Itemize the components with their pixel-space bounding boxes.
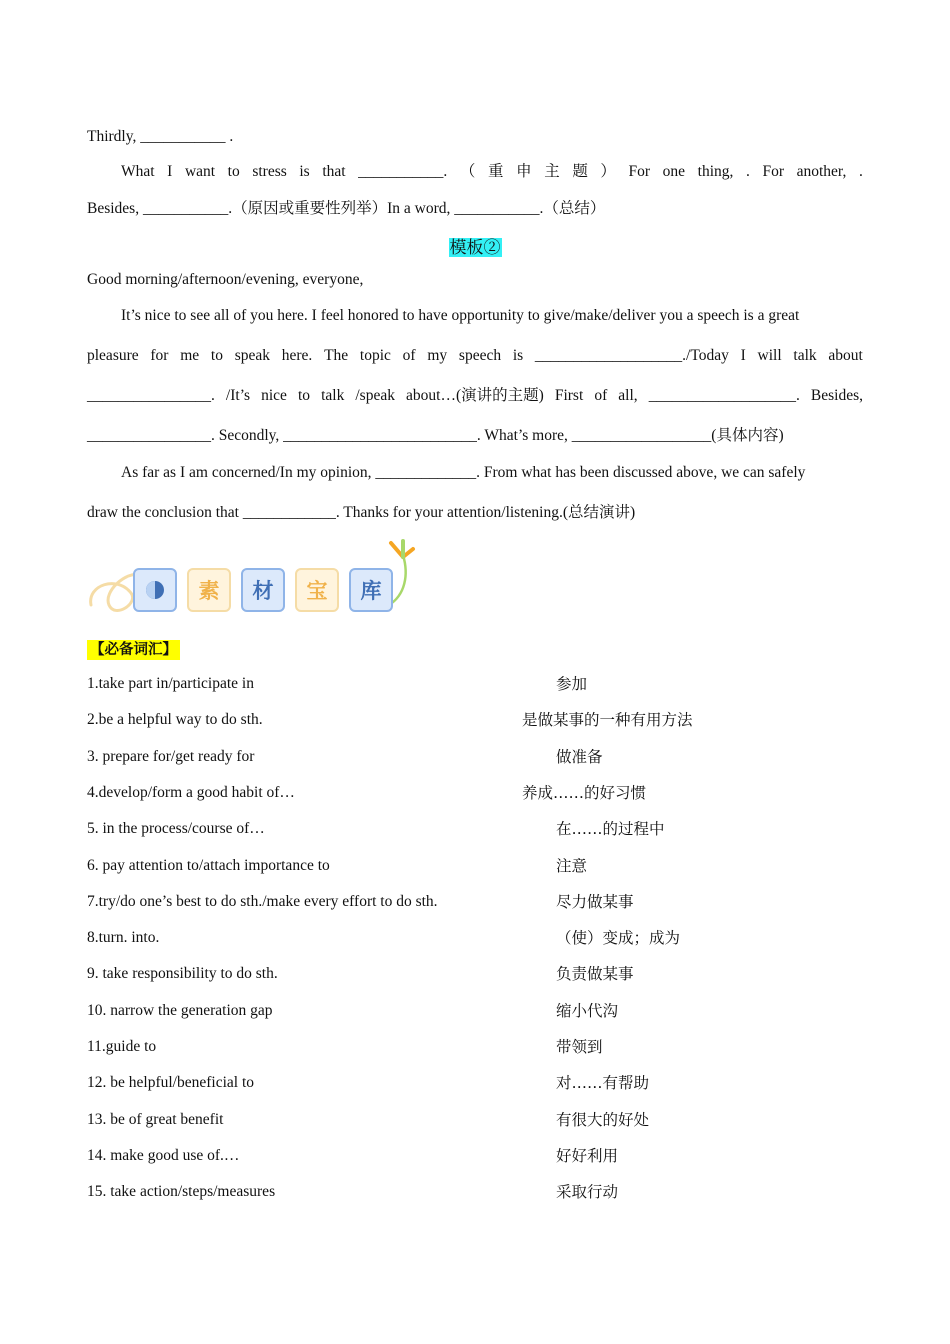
banner-tile-1: 素: [187, 568, 231, 612]
stress-line-word: （: [459, 163, 476, 180]
para1-line2-word: I: [740, 347, 746, 364]
stress-line-word: For: [762, 163, 785, 180]
para1-line3-word: to: [297, 387, 311, 404]
stress-line-word: want: [184, 163, 216, 180]
para1-line3-word: Besides,: [810, 387, 863, 404]
stress-line-word: that: [322, 163, 346, 180]
banner-tile-3: 宝: [295, 568, 339, 612]
para1-line2-word: about: [828, 347, 863, 364]
para1-line2-word: The: [324, 347, 349, 364]
para1-line3: [87, 386, 863, 406]
vocab-item-english: 13. be of great benefit: [87, 1110, 224, 1128]
vocab-item-chinese: 有很大的好处: [556, 1110, 650, 1129]
para1-line3-word: First: [554, 387, 584, 404]
vocab-item-english: 12. be helpful/beneficial to: [87, 1074, 254, 1092]
vocab-section-label: 【必备词汇】: [87, 640, 180, 660]
para1-line2-word: speak: [234, 347, 271, 364]
vocab-item-chinese: 是做某事的一种有用方法: [522, 711, 693, 730]
vocab-item-chinese: 负责做某事: [556, 965, 634, 984]
vocab-item-english: 8.turn. into.: [87, 929, 160, 947]
vocab-item-chinese: 带领到: [556, 1038, 603, 1056]
para1-line2-word: speech: [458, 347, 502, 364]
vocab-item-english: 2.be a helpful way to do sth.: [87, 711, 263, 729]
stress-line-word: .: [858, 163, 863, 180]
vocab-item-chinese: 采取行动: [556, 1183, 619, 1202]
vocab-item-english: 9. take responsibility to do sth.: [87, 965, 278, 983]
stress-line-word: stress: [252, 163, 287, 180]
stress-line-word: 题: [572, 163, 588, 180]
stress-line-word: What: [121, 163, 155, 180]
para1-line2-word: topic: [359, 347, 391, 364]
para1-line4: ________________. Secondly, _________________________. What’s more, __________________(具体内容): [87, 427, 784, 444]
stress-line-word: .: [746, 163, 750, 180]
besides-line: Besides, ___________.（原因或重要性列举）In a word, ___________.（总结）: [87, 200, 606, 217]
stress-line-word: thing,: [697, 163, 734, 180]
para1-line3-word: about…(演讲的主题): [406, 387, 544, 404]
vocab-item-english: 4.develop/form a good habit of…: [87, 783, 295, 801]
vocab-item-english: 15. take action/steps/measures: [87, 1183, 276, 1201]
vocab-item-english: 10. narrow the generation gap: [87, 1001, 273, 1019]
para1-line3-word: ________________.: [87, 387, 215, 404]
thirdly-line: Thirdly, ___________ .: [87, 128, 234, 145]
stress-line-word: ___________.: [358, 163, 448, 180]
greeting-line: Good morning/afternoon/evening, everyone,: [87, 271, 364, 288]
para1-line2-word: talk: [793, 347, 817, 364]
template-2-title: [87, 233, 863, 258]
stress-line-word: 主: [544, 163, 560, 180]
stress-line-word: is: [299, 163, 310, 180]
para1-line2-word: will: [757, 347, 782, 364]
banner-tile-4: 库: [349, 568, 393, 612]
stress-line-word: to: [227, 163, 240, 180]
para1-line2-word: my: [427, 347, 448, 364]
para1-line3-word: of: [594, 387, 608, 404]
vocab-item-english: 14. make good use of.…: [87, 1146, 240, 1164]
stress-line-word: one: [662, 163, 686, 180]
vocab-item-english: 3. prepare for/get ready for: [87, 747, 255, 765]
vocab-item-chinese: 对……有帮助: [556, 1074, 650, 1093]
para1-line3-word: all,: [618, 387, 638, 404]
para2-line2: draw the conclusion that ____________. Thanks for your attention/listening.(总结演讲): [87, 504, 636, 521]
stress-line-word: I: [167, 163, 173, 180]
para1-line2-word: to: [210, 347, 223, 364]
vocab-item-chinese: 参加: [556, 675, 588, 693]
para1-line1-text: It’s nice to see all of you here. I feel honored to have opportunity to give/make/deliver you a speech is a great: [121, 307, 800, 324]
vocab-item-english: 11.guide to: [87, 1038, 157, 1055]
para2-line1: As far as I am concerned/In my opinion, _____________. From what has been discussed above, we can safely: [121, 464, 806, 481]
stress-line: [87, 162, 863, 182]
para1-line3-word: talk: [321, 387, 345, 404]
vocab-item-english: 6. pay attention to/attach importance to: [87, 856, 330, 874]
para1-line2-word: is: [512, 347, 524, 364]
vocab-item-english: 1.take part in/participate in: [87, 675, 254, 692]
vocab-item-chinese: 尽力做某事: [556, 892, 634, 911]
banner-tile-2: 材: [241, 568, 285, 612]
para1-line3-word: /speak: [355, 387, 395, 404]
para1-line2-word: pleasure: [87, 347, 139, 364]
globe-icon: [144, 579, 166, 601]
para1-line2: [87, 346, 863, 366]
para1-line2-word: of: [402, 347, 416, 364]
vocab-item-chinese: 好好利用: [556, 1146, 619, 1165]
stress-line-word: 重: [487, 163, 504, 180]
para1-line3-word: ___________________.: [648, 387, 800, 404]
stress-line-word: ）: [600, 163, 616, 180]
vocab-item-english: 5. in the process/course of…: [87, 820, 265, 838]
stress-line-word: For: [628, 163, 651, 180]
vocab-item-chinese: 养成……的好习惯: [522, 783, 647, 802]
vocab-item-chinese: 在……的过程中: [556, 820, 665, 839]
vocab-item-chinese: 缩小代沟: [556, 1001, 619, 1020]
para1-line1: [87, 306, 863, 326]
para1-line2-word: here.: [281, 347, 313, 364]
vocab-item-chinese: 注意: [556, 856, 588, 875]
para1-line3-word: /It’s: [225, 387, 251, 404]
para1-line2-word: ___________________./Today: [534, 347, 729, 364]
banner-swirl: [91, 574, 139, 610]
stress-line-word: another,: [796, 163, 847, 180]
para1-line2-word: for: [150, 347, 169, 364]
para1-line2-word: me: [180, 347, 200, 364]
banner-globe-tile: [133, 568, 177, 612]
vocab-item-chinese: 做准备: [556, 747, 603, 766]
stress-line-word: 申: [516, 163, 532, 180]
vocab-item-english: 7.try/do one’s best to do sth./make every effort to do sth.: [87, 892, 438, 910]
para1-line3-word: nice: [261, 387, 287, 404]
vocab-item-chinese: （使）变成；成为: [556, 929, 681, 948]
template-2-title-highlight: 模板②: [449, 238, 501, 257]
